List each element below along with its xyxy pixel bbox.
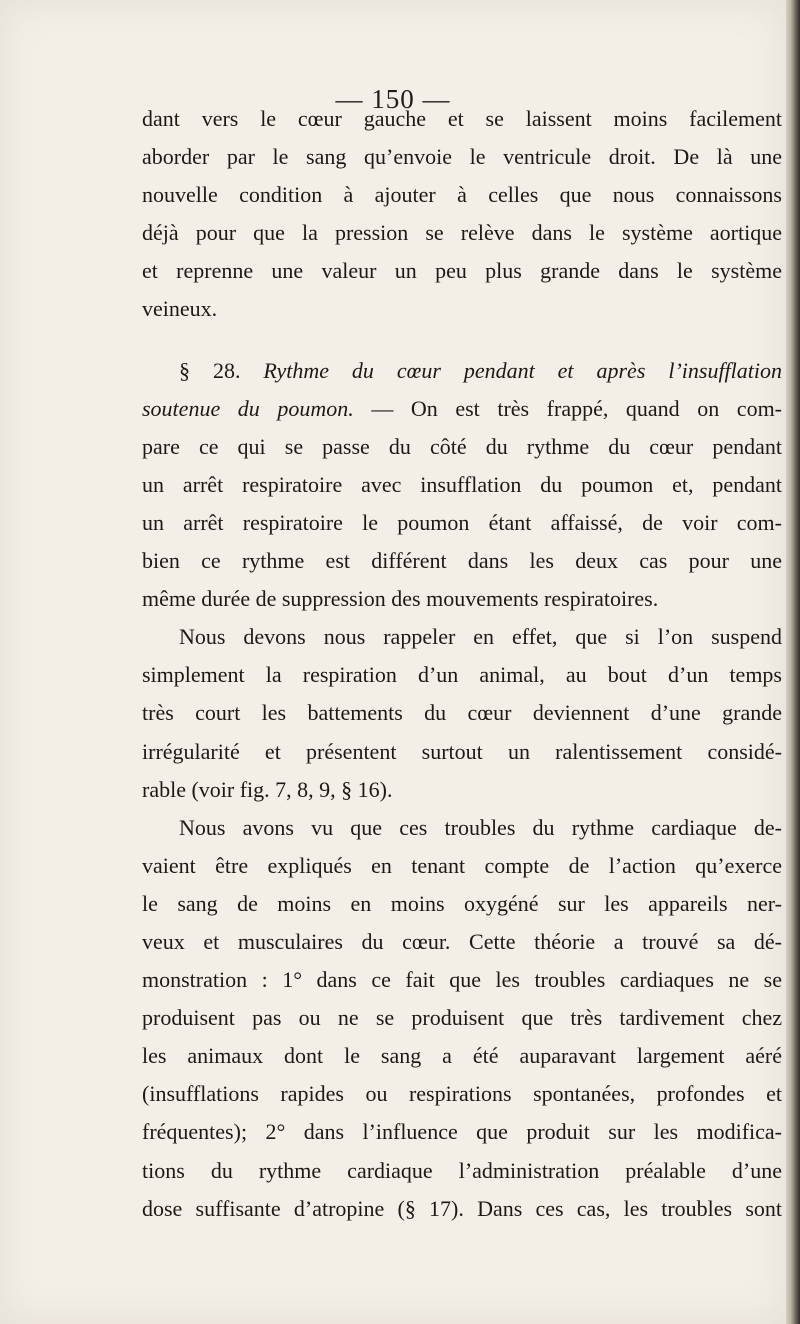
- body-text: [142, 100, 782, 1228]
- section-title-part-1: Rythme du cœur pendant et après l’insufflation: [263, 357, 782, 383]
- text-line: (insufflations rapides ou respirations spontanées, profondes et: [142, 1081, 782, 1107]
- section-title-part-2: soutenue du poumon.: [142, 395, 354, 421]
- section-heading-line: [142, 352, 782, 390]
- text-line: aborder par le sang qu’envoie le ventricule droit. De là une: [142, 144, 782, 170]
- page-number-header: — 150 —: [335, 84, 451, 114]
- text-line: veux et musculaires du cœur. Cette théorie a trouvé sa dé-: [142, 928, 782, 954]
- text-line: nouvelle condition à ajouter à celles que nous connaissons: [142, 182, 782, 208]
- text-line: très court les battements du cœur deviennent d’une grande: [142, 700, 782, 726]
- text-line: simplement la respiration d’un animal, au bout d’un temps: [142, 662, 782, 688]
- text-line: irrégularité et présentent surtout un ralentissement considé-: [142, 738, 782, 764]
- text-line: et reprenne une valeur un peu plus grande dans le système: [142, 258, 782, 284]
- text-line: déjà pour que la pression se relève dans le système aortique: [142, 220, 782, 246]
- section-number: § 28.: [179, 357, 241, 383]
- text-line: veineux.: [142, 296, 218, 322]
- paragraph-spacer: [142, 329, 782, 352]
- text-line: produisent pas ou ne se produisent que très tardivement chez: [142, 1005, 782, 1031]
- text-line: un arrêt respiratoire avec insufflation du poumon et, pendant: [142, 471, 782, 497]
- text-line: fréquentes); 2° dans l’influence que produit sur les modifica-: [142, 1119, 782, 1145]
- book-binding-edge: [786, 0, 800, 1324]
- section-heading-line-2: [142, 390, 782, 428]
- section-text-start: — On est très frappé, quand on com-: [371, 395, 783, 421]
- text-line: rable (voir fig. 7, 8, 9, § 16).: [142, 776, 393, 802]
- text-line: le sang de moins en moins oxygéné sur les appareils ner-: [142, 890, 782, 916]
- text-line: les animaux dont le sang a été auparavant largement aéré: [142, 1043, 782, 1069]
- text-line: tions du rythme cardiaque l’administration préalable d’une: [142, 1157, 782, 1183]
- text-line: même durée de suppression des mouvements respiratoires.: [142, 586, 659, 612]
- text-line: bien ce rythme est différent dans les deux cas pour une: [142, 548, 782, 574]
- text-line: vaient être expliqués en tenant compte de l’action qu’exerce: [142, 852, 782, 878]
- text-line: Nous devons nous rappeler en effet, que si l’on suspend: [179, 624, 782, 650]
- text-line: dose suffisante d’atropine (§ 17). Dans ces cas, les troubles sont: [142, 1195, 782, 1221]
- text-line: dant vers le cœur gauche et se laissent moins facilement: [142, 106, 782, 131]
- text-line: un arrêt respiratoire le poumon étant affaissé, de voir com-: [142, 509, 782, 535]
- text-line: pare ce qui se passe du côté du rythme du cœur pendant: [142, 433, 782, 459]
- text-line: monstration : 1° dans ce fait que les troubles cardiaques ne se: [142, 967, 782, 993]
- text-line: Nous avons vu que ces troubles du rythme cardiaque de-: [179, 814, 782, 840]
